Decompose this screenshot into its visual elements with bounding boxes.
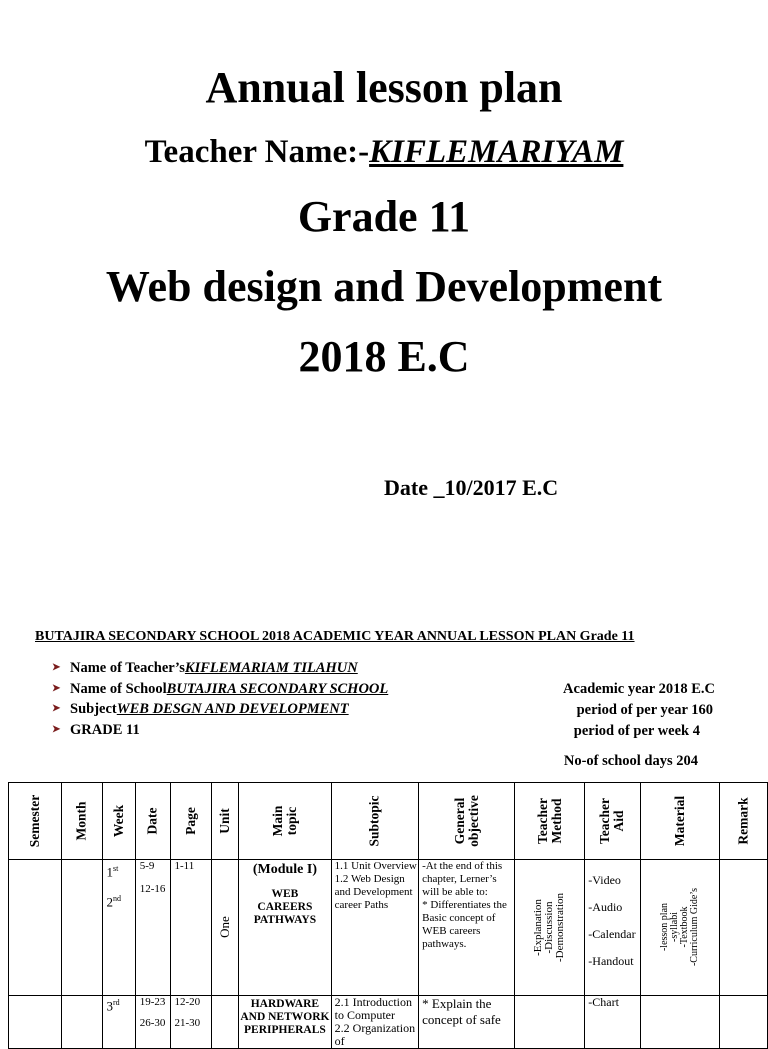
cell-week: 3rd bbox=[102, 996, 135, 1049]
header-remark: Remark bbox=[719, 783, 767, 860]
cell-page: 12-20 21-30 bbox=[170, 996, 211, 1049]
cell-general-objective: * Explain the concept of safe bbox=[419, 996, 515, 1049]
cell-main-topic: (Module I) WEB CAREERS PATHWAYS bbox=[239, 860, 332, 996]
cell-unit: One bbox=[211, 860, 238, 996]
lesson-plan-table bbox=[8, 782, 768, 1049]
bullet-arrow-icon: ➤ bbox=[52, 682, 61, 694]
year-heading: 2018 E.C bbox=[298, 332, 470, 381]
cell-unit bbox=[211, 996, 238, 1049]
bullet-label: Subject bbox=[70, 701, 117, 718]
cell-teacher-aid: -Chart bbox=[585, 996, 640, 1049]
bullet-label: Name of School bbox=[70, 680, 167, 697]
bullet-label: Name of Teacher’s bbox=[70, 660, 185, 676]
subject-heading: Web design and Development bbox=[105, 262, 663, 311]
bullet-value: BUTAJIRA SECONDARY SCHOOL bbox=[166, 680, 389, 697]
teacher-prefix: Teacher Name:- bbox=[144, 134, 370, 170]
teacher-name: KIFLEMARIYAM bbox=[369, 134, 624, 170]
bullet-arrow-icon: ➤ bbox=[52, 724, 61, 736]
periods-per-week: period of per week 4 bbox=[573, 723, 700, 739]
cell-general-objective: -At the end of this chapter, Lerner’s will be able to: * Differentiates the Basic concept of WEB careers pathways. bbox=[419, 860, 515, 996]
cell-material: -lesson plan -syllabi -Textbook -Curriculum Gide’s bbox=[640, 860, 719, 996]
cell-date: 19-23 26-30 bbox=[135, 996, 170, 1049]
header-month: Month bbox=[62, 783, 102, 860]
cell-date: 5-9 12-16 bbox=[135, 860, 170, 996]
cell-subtopic: 1.1 Unit Overview 1.2 Web Design and Development career Paths bbox=[331, 860, 418, 996]
header-teacher-method: Teacher Method bbox=[515, 783, 585, 860]
header-teacher-aid: Teacher Aid bbox=[585, 783, 640, 860]
bullet-arrow-icon: ➤ bbox=[52, 662, 61, 673]
cell-teacher-method bbox=[515, 996, 585, 1049]
cell-teacher-method: -Explanation -Discussion -Demonstration bbox=[515, 860, 585, 996]
periods-per-year: period of per year 160 bbox=[576, 702, 713, 718]
cell-main-topic: HARDWARE AND NETWORK PERIPHERALS bbox=[239, 996, 332, 1049]
bullet-school bbox=[52, 679, 392, 700]
plan-heading: BUTAJIRA SECONDARY SCHOOL 2018 ACADEMIC YEAR ANNUAL LESSON PLAN Grade 11 bbox=[35, 629, 635, 644]
header-unit: Unit bbox=[211, 783, 238, 860]
bullet-subject bbox=[52, 699, 392, 720]
cell-semester bbox=[9, 996, 62, 1049]
cell-material bbox=[640, 996, 719, 1049]
cell-week: 1st 2nd bbox=[102, 860, 135, 996]
bullet-grade bbox=[52, 720, 392, 741]
bullet-value: WEB DESGN AND DEVELOPMENT bbox=[116, 701, 349, 718]
document-title: Annual lesson plan bbox=[205, 63, 563, 112]
bullet-label: GRADE 11 bbox=[70, 722, 140, 739]
cell-teacher-aid: -Video -Audio -Calendar -Handout bbox=[585, 860, 640, 996]
header-material: Material bbox=[640, 783, 719, 860]
header-subtopic: Subtopic bbox=[331, 783, 418, 860]
teacher-name-line bbox=[0, 132, 768, 172]
academic-year: Academic year 2018 E.C bbox=[563, 681, 715, 697]
header-semester: Semester bbox=[9, 783, 62, 860]
header-page: Page bbox=[170, 783, 211, 860]
header-main-topic: Main topic bbox=[239, 783, 332, 860]
table-header-row bbox=[9, 783, 768, 860]
cell-page: 1-11 bbox=[170, 860, 211, 996]
header-general-objective: General objective bbox=[419, 783, 515, 860]
bullet-teacher bbox=[52, 658, 392, 679]
cell-semester bbox=[9, 860, 62, 996]
document-date: Date _10/2017 E.C bbox=[384, 475, 559, 500]
info-bullet-list bbox=[52, 658, 392, 741]
bullet-value: KIFLEMARIAM TILAHUN bbox=[184, 660, 358, 676]
cell-month bbox=[62, 860, 102, 996]
cell-month bbox=[62, 996, 102, 1049]
school-days: No-of school days 204 bbox=[563, 753, 698, 769]
bullet-arrow-icon: ➤ bbox=[52, 703, 61, 715]
header-date: Date bbox=[135, 783, 170, 860]
table-row bbox=[9, 860, 768, 996]
table-row bbox=[9, 996, 768, 1049]
header-week: Week bbox=[102, 783, 135, 860]
cell-remark bbox=[719, 860, 767, 996]
cell-subtopic: 2.1 Introduction to Computer 2.2 Organization of bbox=[331, 996, 418, 1049]
grade-heading: Grade 11 bbox=[297, 192, 471, 241]
cell-remark bbox=[719, 996, 767, 1049]
